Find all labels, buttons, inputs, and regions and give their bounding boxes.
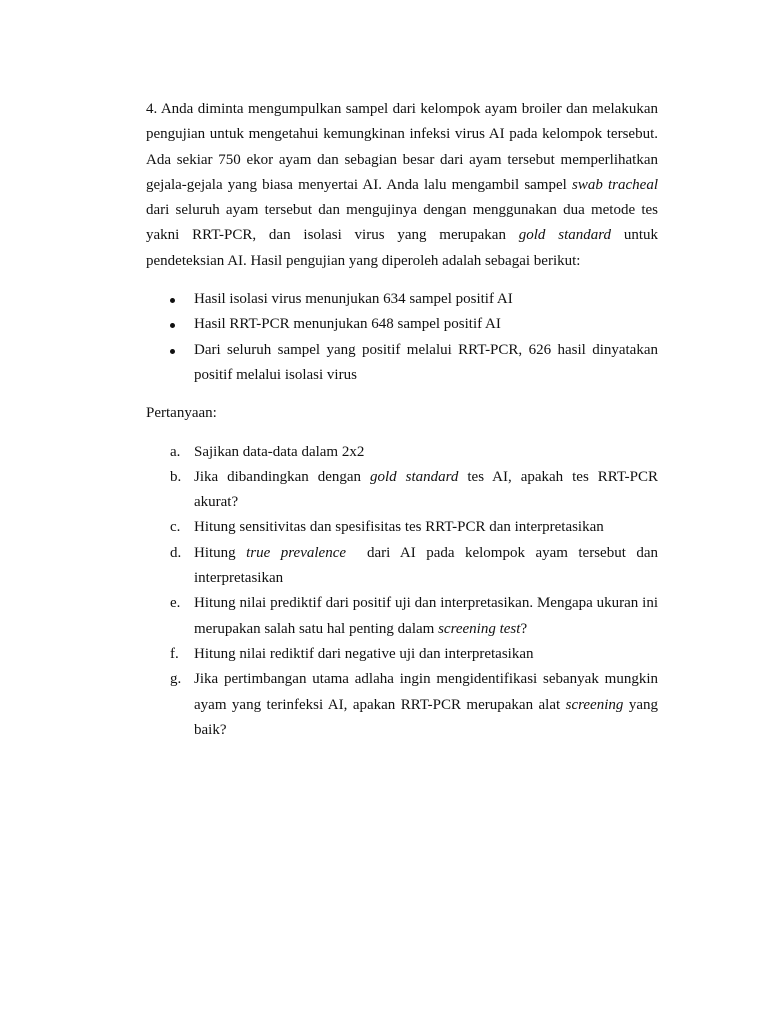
bullet-icon xyxy=(170,298,175,303)
term-swab-tracheal: swab tracheal xyxy=(571,176,658,193)
question-letter: f. xyxy=(170,645,179,662)
question-text: ? xyxy=(520,620,528,637)
question-letter: a. xyxy=(170,443,181,460)
question-item-g xyxy=(146,667,658,743)
question-item-a xyxy=(146,440,658,465)
result-text: Hasil RRT-PCR menunjukan 648 sampel positif AI xyxy=(194,316,501,333)
problem-text-3: untuk pendeteksian AI. Hasil pengujian yang diperoleh adalah sebagai berikut: xyxy=(146,227,659,269)
question-term: gold standard xyxy=(370,468,459,485)
question-item-b xyxy=(146,465,658,516)
question-item-d xyxy=(146,541,662,592)
term-gold-standard: gold standard xyxy=(518,227,612,244)
results-list xyxy=(146,287,658,388)
questions-list xyxy=(146,440,662,744)
question-item-f xyxy=(146,642,658,667)
result-item xyxy=(146,312,658,337)
document-page xyxy=(146,97,662,743)
question-letter: d. xyxy=(170,544,182,561)
question-text: Hitung xyxy=(194,544,247,561)
question-letter: e. xyxy=(170,595,181,612)
questions-heading: Pertanyaan: xyxy=(146,405,217,422)
problem-paragraph xyxy=(146,97,658,274)
question-letter: b. xyxy=(170,468,182,485)
question-letter: c. xyxy=(170,519,181,536)
question-text: Jika pertimbangan utama adlaha ingin mengidentifikasi sebanyak mungkin ayam yang terinfeksi AI, apakan RRT-PCR merupakan alat xyxy=(194,671,658,713)
result-item xyxy=(146,287,658,312)
question-text: dari AI pada kelompok ayam tersebut dan interpretasikan xyxy=(194,544,662,587)
question-text: Sajikan data-data dalam 2x2 xyxy=(194,443,365,460)
question-text: Hitung sensitivitas dan spesifisitas tes RRT-PCR dan interpretasikan xyxy=(194,519,604,536)
question-item-c xyxy=(146,515,658,540)
problem-text-1: 4. Anda diminta mengumpulkan sampel dari kelompok ayam broiler dan melakukan pengujian untuk mengetahui kemungkinan infeksi virus AI pada kelompok tersebut. Ada sekiar 750 ekor ayam dan sebagian besar dari ayam tersebut memperlihatkan gejala-gejala yang biasa menyertai AI. Anda lalu mengambil sampel xyxy=(146,101,658,193)
bullet-icon xyxy=(170,349,175,354)
question-letter: g. xyxy=(170,671,182,688)
question-term: true prevalence xyxy=(246,544,347,561)
question-text: Hitung nilai rediktif dari negative uji dan interpretasikan xyxy=(194,645,534,662)
question-term: screening test xyxy=(438,620,521,637)
question-text: tes AI, apakah tes RRT-PCR akurat? xyxy=(194,468,658,511)
question-term: screening xyxy=(565,696,624,713)
problem-text-2: dari seluruh ayam tersebut dan mengujinya dengan menggunakan dua metode tes yakni RRT-PCR, dan isolasi virus yang merupakan xyxy=(146,202,658,244)
question-text: Jika dibandingkan dengan xyxy=(194,468,370,485)
question-item-e xyxy=(146,591,658,642)
result-text: Hasil isolasi virus menunjukan 634 sampel positif AI xyxy=(194,291,513,308)
question-text: Hitung nilai prediktif dari positif uji dan interpretasikan. Mengapa ukuran ini merupakan salah satu hal penting dalam xyxy=(194,595,658,637)
bullet-icon xyxy=(170,323,175,328)
result-text: Dari seluruh sampel yang positif melalui RRT-PCR, 626 hasil dinyatakan positif melalui isolasi virus xyxy=(194,341,658,383)
question-text: yang baik? xyxy=(194,696,658,738)
result-item xyxy=(146,338,658,389)
